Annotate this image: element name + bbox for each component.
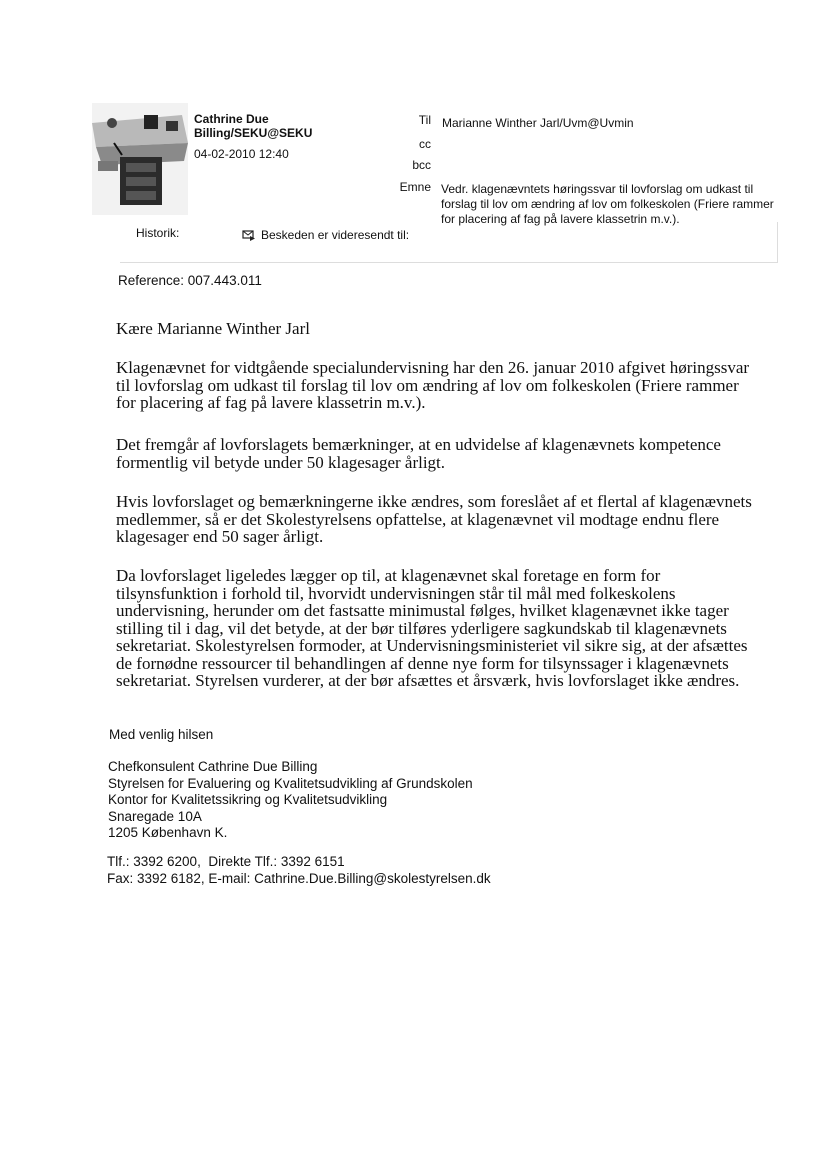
bcc-label: bcc	[412, 158, 431, 172]
signature-city: 1205 København K.	[108, 825, 228, 840]
reference-number: Reference: 007.443.011	[118, 273, 262, 288]
history-label: Historik:	[136, 226, 180, 240]
closing: Med venlig hilsen	[109, 727, 214, 742]
paragraph-2: Det fremgår af lovforslagets bemærkninger, at en udvidelse af klagenævnets kompetence formentlig vil betyde under 50 klagesager årligt.	[116, 435, 721, 472]
paragraph-3: Hvis lovforslaget og bemærkningerne ikke ændres, som foreslået af et flertal af klagenævnets medlemmer, så er det Skolestyrelsens opfattelse, at klagenævnet vil modtage endnu flere klagesager end 50 sager årligt.	[116, 492, 752, 546]
signature-block	[108, 759, 473, 842]
signature-name: Chefkonsulent Cathrine Due Billing	[108, 759, 318, 774]
forward-envelope-icon	[242, 228, 256, 239]
subject-label: Emne	[399, 180, 431, 194]
forward-text: Beskeden er videresendt til:	[261, 228, 410, 242]
sender-name: Cathrine Due Billing/SEKU@SEKU	[194, 112, 313, 140]
subject-value: Vedr. klagenævntets høringssvar til lovforslag om udkast til forslag til lov om ændring af lov om folkeskolen (Friere rammer for placering af fag på lavere klassetrin m.v.).	[441, 182, 774, 226]
paragraph-1: Klagenævnet for vidtgående specialundervisning har den 26. januar 2010 afgivet høringssvar til lovforslag om udkast til forslag til lov om ændring af lov om folkeskolen (Friere rammer for placering af fag på lavere klassetrin m.v.).	[116, 358, 750, 412]
cc-label: cc	[419, 137, 431, 151]
contact-block	[107, 854, 491, 887]
signature-organization: Styrelsen for Evaluering og Kvalitetsudvikling af Grundskolen	[108, 775, 473, 791]
to-label: Til	[418, 113, 431, 127]
paragraph-4: Da lovforslaget ligeledes lægger op til, at klagenævnet skal foretage en form for tilsynsfunktion i forhold til, hvorvidt undervisningen står til mål med folkeskolens undervisning, herunder om det fastsatte minimustal følges, hvilket klagenævnet ikke tager stilling til i dag, vil det betyde, at der bør tilføres yderligere sagkundskab til klagenævnets sekretariat. Skolestyrelsen formoder, at Undervisningsministeriet vil sikre sig, at der afsættes de fornødne ressourcer til behandlingen af denne nye form for tilsynssager i klagenævnets sekretariat. Styrelsen vurderer, at der bør afsættes et årsværk, hvis lovforslaget ikke ændres.	[116, 566, 748, 690]
to-value: Marianne Winther Jarl/Uvm@Uvmin	[442, 116, 634, 130]
sent-date: 04-02-2010 12:40	[194, 147, 289, 161]
signature-street: Snaregade 10A	[108, 808, 202, 824]
fax-email-line: Fax: 3392 6182, E-mail: Cathrine.Due.Billing@skolestyrelsen.dk	[107, 870, 491, 886]
history-box	[120, 222, 778, 263]
phone-line: Tlf.: 3392 6200, Direkte Tlf.: 3392 6151	[107, 854, 345, 869]
signature-office: Kontor for Kvalitetssikring og Kvalitetsudvikling	[108, 792, 388, 807]
sender-photo	[92, 103, 188, 215]
office-desk-photo-icon	[92, 103, 188, 215]
salutation: Kære Marianne Winther Jarl	[116, 319, 310, 338]
